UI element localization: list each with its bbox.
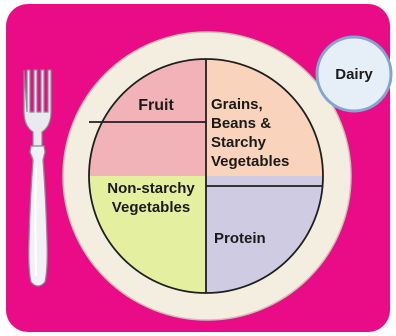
- dairy-cup: [317, 37, 391, 111]
- label-line: Non-starchy: [107, 180, 195, 197]
- label-line: Beans &: [211, 115, 272, 132]
- label-line: Starchy: [211, 134, 267, 151]
- label-line: Fruit: [138, 97, 174, 114]
- label-fruit: [138, 97, 174, 114]
- label-line: Protein: [214, 230, 266, 247]
- label-line: Vegetables: [211, 153, 290, 170]
- label-protein: [214, 230, 266, 247]
- label-line: Grains,: [211, 96, 263, 113]
- plate-inner: [89, 59, 323, 293]
- label-dairy: Dairy: [335, 66, 373, 83]
- label-line: Vegetables: [111, 199, 191, 216]
